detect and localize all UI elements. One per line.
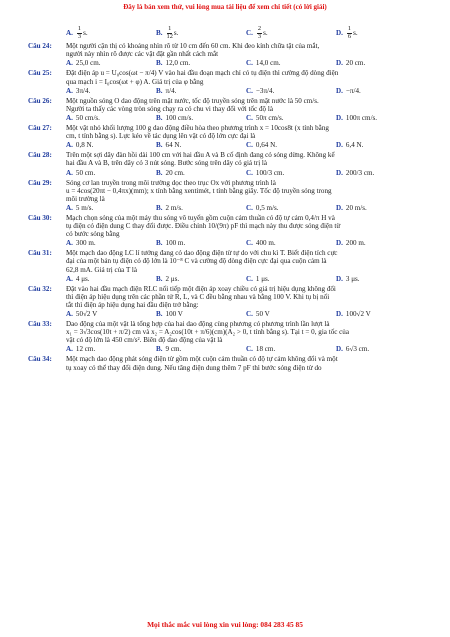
question-text-line: tụ điện có điện dung C thay đổi được. Điều chỉnh 10/(9π) pF thì mạch này thu được sóng điện từ <box>66 222 341 231</box>
option-label: A. <box>66 274 73 283</box>
option-d <box>336 87 426 95</box>
question-number: Câu 30: <box>28 213 52 222</box>
option-text: 100 cm/s. <box>165 113 194 122</box>
question-item <box>28 179 426 212</box>
question-number: Câu 33: <box>28 320 52 329</box>
question-text-line: 62,8 mA. Giá trị của T là <box>66 265 138 274</box>
question-text-line: môi trường là <box>66 194 105 203</box>
question-text-line: Một mạch dao động LC lí tưởng đang có dao động điện từ tự do với chu kì T. Biết điện tích cực <box>66 249 338 258</box>
option-text: 6,4 N. <box>345 141 364 150</box>
option-text: 100/3 cm. <box>255 168 285 177</box>
question-text-line: Một người cận thị có khoảng nhìn rõ từ 10 cm đến 60 cm. Khi đeo kính chữa tật của mắt, <box>66 42 320 51</box>
option-label: A. <box>66 239 73 248</box>
answer-options <box>28 345 426 353</box>
option-text: 12,0 cm. <box>165 59 191 68</box>
option-text: 100√2 V <box>345 310 371 318</box>
question-item <box>28 97 426 122</box>
option-label: B. <box>156 239 163 248</box>
question-number: Câu 24: <box>28 42 52 51</box>
question-item <box>28 320 426 353</box>
option-a <box>66 345 156 353</box>
option-label: B. <box>156 345 163 354</box>
option-b: B. $\frac{1}{12}$ s. <box>156 25 179 40</box>
option-text: 400 m. <box>255 239 276 248</box>
option-text: 18 cm. <box>255 345 276 354</box>
option-c <box>246 114 336 122</box>
option-a <box>66 169 156 177</box>
option-b <box>156 275 246 283</box>
question-list <box>28 16 426 372</box>
option-c <box>246 275 336 283</box>
answer-options <box>28 114 426 122</box>
question-text-line: x₁ = 3√3cos(10t + π/2) cm và x₂ = A₂cos(10t + π/6)(cm)(A₂ > 0, t tính bằng s). Tại t = 0, gia tốc của <box>66 328 350 337</box>
question-text-line: người này nhìn rõ được các vật đặt gần nhất cách mắt <box>66 50 219 59</box>
question-text-line: Người ta thấy các vòng tròn sóng chạy ra có chu vi thay đổi với tốc độ là <box>66 104 273 113</box>
option-label: D. <box>336 203 343 212</box>
contact-footer: Mọi thắc mắc vui lòng xin vui lòng: 084 283 45 85 <box>147 620 303 629</box>
question-number: Câu 31: <box>28 249 52 258</box>
option-text: 20 m/s. <box>345 203 367 212</box>
option-b <box>156 239 246 247</box>
option-label: A. <box>66 310 73 318</box>
option-c <box>246 345 336 353</box>
preview-banner: Đây là bản xem thử, vui lòng mua tài liệu để xem chi tiết (có lời giải) <box>123 3 327 11</box>
option-a <box>66 87 156 95</box>
option-a <box>66 310 156 318</box>
question-text-line: Dao động của một vật là tổng hợp của hai dao động cùng phương có phương trình lần lượt là <box>66 320 330 329</box>
option-d <box>336 275 426 283</box>
question-text-line: đại của một bản tụ điện có độ lớn là 10⁻⁸ C và cường độ dòng điện cực đại qua cuộn cảm là <box>66 257 327 266</box>
option-label: A. <box>66 59 73 68</box>
question-text-line: qua mạch i = I₀cos(ωt + φ) A. Giá trị của φ bằng <box>66 77 204 86</box>
option-label: B. <box>156 113 163 122</box>
option-label: D. <box>336 345 343 354</box>
option-text: 50π cm/s. <box>255 113 284 122</box>
option-text: 100 V <box>165 310 183 318</box>
question-text-line: cm, t tính bằng s). Lực kéo về tác dụng lên vật có độ lớn cực đại là <box>66 132 256 141</box>
option-text: 300 m. <box>75 239 96 248</box>
option-b <box>156 141 246 149</box>
option-a: A. $\frac{1}{3}$ s. <box>66 25 88 40</box>
option-text: 0,5 m/s. <box>255 203 279 212</box>
answer-options <box>28 141 426 149</box>
option-a <box>66 239 156 247</box>
option-text: 4 μs. <box>75 274 90 283</box>
option-label: A. <box>66 86 73 95</box>
option-c <box>246 59 336 67</box>
option-label: D. <box>336 274 343 283</box>
option-label: D. <box>336 310 343 318</box>
question-number: Câu 34: <box>28 355 52 364</box>
option-label: D. <box>336 86 343 95</box>
question-text-line: Đặt điện áp u = U₀cos(ωt − π/4) V vào hai đầu đoạn mạch chỉ có tụ điện thì cường độ dòng điện <box>66 69 339 78</box>
answer-options <box>28 26 426 40</box>
option-text: 200 m. <box>345 239 366 248</box>
question-item <box>28 355 426 371</box>
option-d: D. $\frac{1}{6}$ s. <box>336 25 358 40</box>
option-c <box>246 204 336 212</box>
option-text: 20 cm. <box>165 168 185 177</box>
option-text: 12 cm. <box>75 345 96 354</box>
option-label: C. <box>246 86 253 95</box>
option-label: D. <box>336 113 343 122</box>
answer-options <box>28 275 426 283</box>
option-c <box>246 87 336 95</box>
option-b <box>156 114 246 122</box>
option-label: D. <box>336 168 343 177</box>
option-d <box>336 141 426 149</box>
option-text: 50 cm/s. <box>75 113 100 122</box>
option-label: B. <box>156 203 163 212</box>
option-d <box>336 204 426 212</box>
question-text-line: Mạch chọn sóng của một máy thu sóng vô tuyến gồm cuộn cảm thuần có độ tự cảm 0,4/π H và <box>66 213 335 222</box>
option-label: C. <box>246 239 253 248</box>
question-item <box>28 249 426 282</box>
question-text-line: u = 4cos(20πt − 0,4πx)(mm); x tính bằng xentimét, t tính bằng giây. Tốc độ truyền sóng trong <box>66 186 332 195</box>
question-text-line: Trên một sợi dây đàn hồi dài 100 cm với hai đầu A và B cố định đang có sóng dừng. Không kể <box>66 151 335 160</box>
question-item <box>28 151 426 176</box>
question-number: Câu 29: <box>28 178 52 187</box>
option-label: C. <box>246 59 253 68</box>
option-b <box>156 87 246 95</box>
option-label: C. <box>246 274 253 283</box>
question-number: Câu 27: <box>28 124 52 133</box>
option-text: π/4. <box>165 86 177 95</box>
option-c: C. $\frac{2}{3}$ s. <box>246 25 268 40</box>
option-label: A. <box>66 113 73 122</box>
option-text: 50√2 V <box>75 310 98 318</box>
option-text: 9 cm. <box>165 345 182 354</box>
option-text: 3π/4. <box>75 86 91 95</box>
question-item <box>28 124 426 149</box>
option-d <box>336 169 426 177</box>
option-d <box>336 114 426 122</box>
option-text: −π/4. <box>345 86 361 95</box>
question-text-line: Sóng cơ lan truyền trong môi trường dọc theo trục Ox với phương trình là <box>66 178 276 187</box>
option-label: B. <box>156 86 163 95</box>
option-label: A. <box>66 141 73 150</box>
option-b <box>156 345 246 353</box>
question-text-line: có bước sóng bằng <box>66 230 120 239</box>
question-text-line: tụ xoay có thể thay đổi điện dung. Nếu tăng điện dung thêm 7 pF thì bước sóng điện từ do <box>66 363 322 372</box>
option-label: A. <box>66 345 73 354</box>
question-text-line: Một mạch dao động phát sóng điện từ gồm một cuộn cảm thuần có độ tự cảm không đổi và một <box>66 355 338 364</box>
question-text-line: vật có độ lớn là 450 cm/s². Biên độ dao động của vật là <box>66 336 223 345</box>
option-d <box>336 59 426 67</box>
option-c <box>246 141 336 149</box>
question-text-line: Một vật nhỏ khối lượng 100 g dao động điều hòa theo phương trình x = 10cos8t (x tính bằng <box>66 124 329 133</box>
option-text: 2 μs. <box>165 274 180 283</box>
question-item <box>28 285 426 318</box>
question-text-line: thì điện áp hiệu dụng trên các phần tử R, L, và C đều bằng nhau và bằng 100 V. Khi tụ bị nối <box>66 292 330 301</box>
option-c <box>246 169 336 177</box>
question-text-line: tắt thì điện áp hiệu dụng hai đầu điện trở bằng: <box>66 300 199 309</box>
option-c <box>246 310 336 318</box>
option-label: D. <box>336 59 343 68</box>
option-text: 50 V <box>255 310 270 318</box>
option-label: B. <box>156 168 163 177</box>
option-label: B. <box>156 141 163 150</box>
option-text: 14,0 cm. <box>255 59 281 68</box>
option-text: 0,64 N. <box>255 141 277 150</box>
option-text: 64 N. <box>165 141 182 150</box>
option-text: 100π cm/s. <box>345 113 378 122</box>
question-text-line: hai đầu A và B, trên dây có 3 nút sóng. Bước sóng trên dây có giá trị là <box>66 159 268 168</box>
answer-options <box>28 59 426 67</box>
option-label: C. <box>246 310 253 318</box>
option-label: C. <box>246 345 253 354</box>
option-text: 2 m/s. <box>165 203 183 212</box>
option-b <box>156 59 246 67</box>
option-d <box>336 345 426 353</box>
option-text: 100 m. <box>165 239 186 248</box>
question-number: Câu 25: <box>28 69 52 78</box>
option-text: 3 μs. <box>345 274 360 283</box>
option-a <box>66 204 156 212</box>
option-label: C. <box>246 141 253 150</box>
answer-options <box>28 169 426 177</box>
option-b <box>156 310 246 318</box>
option-label: B. <box>156 59 163 68</box>
option-label: C. <box>246 203 253 212</box>
question-item <box>28 69 426 94</box>
answer-options <box>28 310 426 318</box>
option-label: B. <box>156 310 163 318</box>
option-a <box>66 141 156 149</box>
option-text: 200/3 cm. <box>345 168 375 177</box>
option-b <box>156 169 246 177</box>
option-text: −3π/4. <box>255 86 275 95</box>
question-number: Câu 32: <box>28 284 52 293</box>
option-text: 1 μs. <box>255 274 270 283</box>
option-label: B. <box>156 274 163 283</box>
option-label: A. <box>66 168 73 177</box>
option-label: C. <box>246 168 253 177</box>
option-d <box>336 310 426 318</box>
question-number: Câu 26: <box>28 96 52 105</box>
option-text: 6√3 cm. <box>345 345 370 354</box>
option-text: 0,8 N. <box>75 141 94 150</box>
option-a <box>66 59 156 67</box>
option-label: A. <box>66 203 73 212</box>
option-text: 20 cm. <box>345 59 366 68</box>
question-item <box>28 42 426 67</box>
answer-options <box>28 87 426 95</box>
option-a <box>66 114 156 122</box>
option-label: C. <box>246 113 253 122</box>
option-a <box>66 275 156 283</box>
option-text: 25,0 cm. <box>75 59 101 68</box>
option-c <box>246 239 336 247</box>
question-text-line: Đặt vào hai đầu mạch điện RLC nối tiếp một điện áp xoay chiều có giá trị hiệu dụng không đổi <box>66 284 336 293</box>
option-label: D. <box>336 239 343 248</box>
option-text: 5 m/s. <box>75 203 94 212</box>
question-item <box>28 214 426 247</box>
option-text: 50 cm. <box>75 168 96 177</box>
option-label: D. <box>336 141 343 150</box>
question-text-line: Một nguồn sóng O dao động trên mặt nước, tốc độ truyền sóng trên mặt nước là 50 cm/s. <box>66 96 319 105</box>
answer-options <box>28 239 426 247</box>
answer-options <box>28 204 426 212</box>
option-b <box>156 204 246 212</box>
option-d <box>336 239 426 247</box>
question-number: Câu 28: <box>28 151 52 160</box>
